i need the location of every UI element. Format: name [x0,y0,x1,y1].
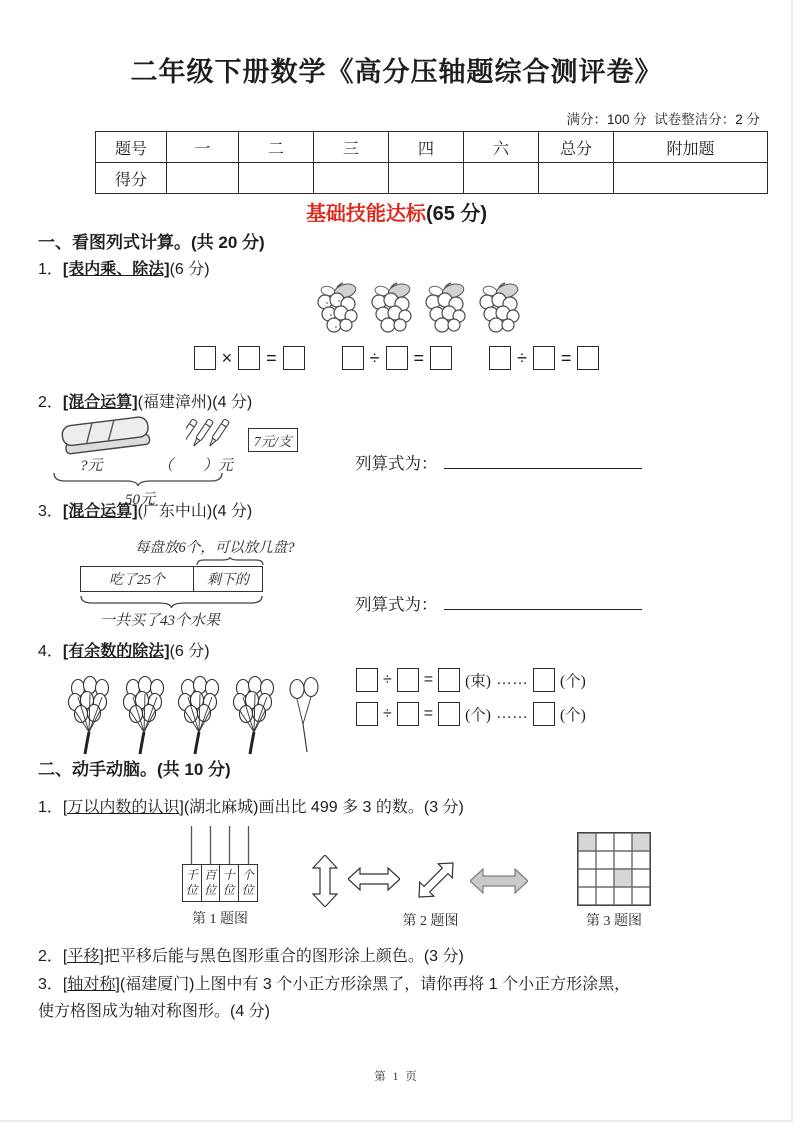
p2q1-score: (3 分) [423,799,464,816]
answer-box [533,702,555,726]
equals-sign: = [413,347,425,368]
place-value-column: 千位 [183,865,202,901]
p2q1-tag: [万以内数的认识] [62,799,184,816]
balloon-bunch-icon [121,676,167,756]
balloon-bunch-icon [66,676,112,756]
grid-cell [578,869,596,887]
q3-answer-prompt [355,591,642,615]
remainder-dots: …… [495,705,528,722]
answer-box [533,668,555,692]
q2-number: 2． [38,394,63,411]
operator: ÷ [383,671,392,688]
p2q2-number: 2． [38,948,63,965]
grid-cell [578,851,596,869]
p2q1-text: 画出比 499 多 3 的数。 [258,799,424,816]
operator: × [221,347,233,368]
equation [489,346,599,370]
score-header-cell: 一 [167,132,239,163]
price-tag-box: 7元/支 [248,428,298,452]
q3-prompt-label: 列算式为： [355,596,438,614]
operator: ÷ [369,347,380,368]
score-header-cell: 题号 [96,132,167,163]
p2q3-source: (福建厦门) [119,976,195,993]
answer-box [238,346,260,370]
equation [194,346,305,370]
q3-figure [0,533,793,633]
p2q3-text2: 使方格图成为轴对称图形。(4 分) [38,1003,271,1020]
unit-label: (个) [465,707,491,724]
q3-source: (广东中山) [137,503,213,520]
fig1-label: 第 1 题图 [192,912,248,927]
equals-sign: = [423,671,434,688]
fig2-label: 第 2 题图 [402,914,459,929]
q1-line [38,259,210,281]
q3-number: 3． [38,503,63,520]
q3-line [38,501,252,523]
q2-figure [0,410,793,510]
p2q1-line [38,797,464,819]
score-header-cell: 附加题 [614,132,768,163]
part2-title: 二、动手动脑。(共 10 分) [38,760,231,779]
answer-box [283,346,305,370]
answer-box [438,668,460,692]
p2q3-tag: [轴对称] [62,976,120,993]
grid-cell [614,833,632,851]
arrow-diagonal-icon [412,856,460,904]
equation [342,346,452,370]
remainder-equation-1 [356,668,586,692]
q2-tag: [混合运算] [62,394,138,411]
q1-tag: [表内乘、除法] [62,261,170,278]
grapes-icon [315,281,359,335]
case-price-label: ?元 [80,458,103,474]
grid-cell [632,833,650,851]
answer-box [438,702,460,726]
score-cell-empty [239,163,314,194]
pencil-case-icon [58,412,158,464]
q2-source: (福建漳州) [137,394,213,411]
grapes-figure [315,281,521,335]
place-value-rods-icon [182,826,258,864]
answer-box [430,346,452,370]
tape-cell-eaten: 吃了25个 [81,567,194,591]
answer-box [386,346,408,370]
grid-cell [632,851,650,869]
p2q3-line2 [38,1001,270,1023]
underbrace-icon [80,595,263,608]
balloon-pair-icon [286,676,320,754]
balloons-figure [66,676,320,756]
answer-box [397,702,419,726]
balloon-bunch-icon [231,676,277,756]
q1-number: 1． [38,261,63,278]
page-footer: 第 1 页 [374,1071,419,1083]
balloon-bunch-icon [176,676,222,756]
q2-answer-line [444,451,642,469]
score-cell-empty [539,163,614,194]
p2q2-line [38,946,464,968]
grid-cell [632,869,650,887]
q4-figure [0,666,793,766]
answer-box [533,346,555,370]
grid-cell [596,887,614,905]
grid-cell [614,887,632,905]
q1-equations [0,346,793,375]
score-header-cell: 六 [464,132,539,163]
score-table-header-row [96,132,768,163]
score-table-value-row [96,163,768,194]
remainder-dots: …… [495,671,528,688]
q4-line [38,641,210,663]
tape-diagram [80,566,263,592]
p2q3-number: 3． [38,976,63,993]
answer-box [194,346,216,370]
equals-sign: = [560,347,572,368]
place-value-column: 个位 [241,868,254,897]
grid-cell [596,833,614,851]
equals-sign: = [423,705,434,722]
q3-tag: [混合运算] [62,503,138,520]
score-cell-empty [167,163,239,194]
q3-score: (4 分) [212,503,253,520]
p2q1-number: 1． [38,799,63,816]
grapes-icon [369,281,413,335]
score-header-cell: 三 [314,132,389,163]
paper-title: 二年级下册数学《高分压轴题综合测评卷》 [130,57,663,87]
score-table [95,131,768,194]
underbrace-icon [53,472,223,487]
answer-box [356,702,378,726]
score-header-cell: 二 [239,132,314,163]
p2q3-text1: 上图中有 3 个小正方形涂黑了，请你再将 1 个小正方形涂黑， [194,976,631,993]
q3-total-label: 一共买了43个水果 [100,613,221,629]
unit-label: (个) [559,673,586,690]
arrow-vertical-icon [312,855,338,907]
unit-label: (个) [559,707,586,724]
score-note: 满分：100 分 试卷整洁分：2 分 [566,112,760,127]
score-cell-empty [464,163,539,194]
grid-cell [614,869,632,887]
place-value-table [182,864,258,902]
p2q2-tag: [平移] [62,948,104,965]
q4-score: (6 分) [169,643,210,660]
section-banner-title: 基础技能达标 [305,203,426,225]
score-row-label: 得分 [96,163,167,194]
answer-box [489,346,511,370]
section-banner [0,197,793,226]
symmetry-grid [577,832,651,906]
grid-cell [596,869,614,887]
operator: ÷ [517,347,527,368]
grapes-icon [423,281,467,335]
answer-box [577,346,599,370]
q2-answer-prompt [355,450,642,474]
score-header-cell: 四 [389,132,464,163]
place-value-column: 十位 [220,865,239,901]
q2-prompt-label: 列算式为： [355,455,438,473]
q1-score: (6 分) [169,261,210,278]
q2-score: (4 分) [212,394,253,411]
q3-answer-line [444,592,642,610]
score-header-cell: 总分 [539,132,614,163]
score-cell-empty [614,163,768,194]
answer-box [342,346,364,370]
equals-sign: = [266,347,277,368]
q4-number: 4． [38,643,63,660]
grid-cell [578,887,596,905]
score-cell-empty [314,163,389,194]
p2q3-line1 [38,974,630,996]
pens-price-label: （ ）元 [158,458,234,474]
p2q2-text: 把平移后能与黑色图形重合的图形涂上颜色。 [103,948,424,965]
arrow-horizontal-filled-icon [470,868,528,894]
answer-box [356,668,378,692]
remainder-equation-2 [356,702,586,726]
place-value-column: 百位 [202,865,221,901]
part2-figures-row [0,818,793,938]
grid-cell [578,833,596,851]
section-banner-score: (65 分) [425,203,488,225]
tape-cell-left: 剩下的 [207,573,249,588]
grid-cell [596,851,614,869]
grid-cell [632,887,650,905]
arrow-horizontal-icon [348,867,400,891]
grapes-icon [477,281,521,335]
answer-box [397,668,419,692]
fig3-label: 第 3 题图 [586,914,642,929]
p2q1-source: (湖北麻城) [183,799,259,816]
operator: ÷ [383,705,392,722]
unit-label: (束) [465,673,491,690]
q3-question-text: 每盘放6个，可以放几盘? [135,540,295,556]
part1-title: 一、看图列式计算。(共 20 分) [38,233,265,252]
grid-cell [614,851,632,869]
total-price-label: 50元 [124,492,155,508]
p2q2-score: (3 分) [423,948,464,965]
score-cell-empty [389,163,464,194]
overbrace-icon [196,557,264,566]
q4-tag: [有余数的除法] [62,643,170,660]
